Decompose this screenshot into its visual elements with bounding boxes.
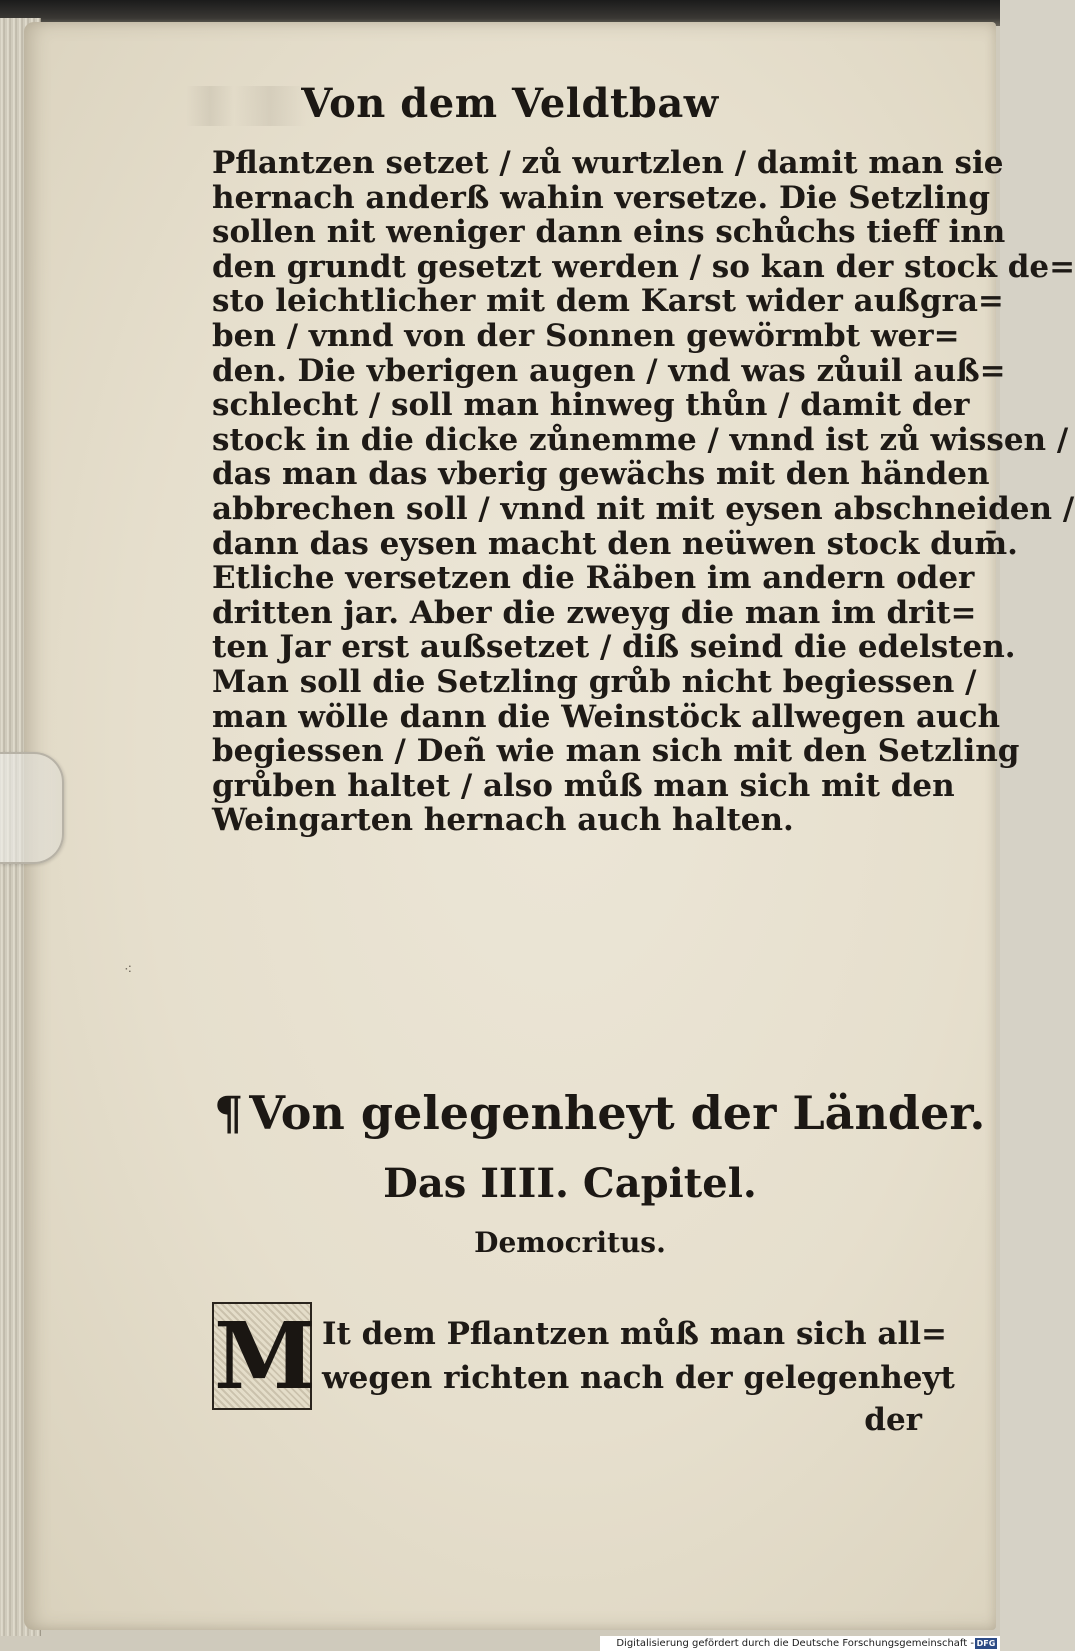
margin-mark: ⁖ [124,962,133,978]
text-line: Weingarten hernach auch halten. [212,802,794,839]
text-line: den grundt gesetzt werden / so kan der stock de= [212,248,1075,285]
text-line: schlecht / soll man hinweg thůn / damit der [212,387,970,424]
digitization-credit: Digitalisierung gefördert durch die Deutsche Forschungsgemeinschaft - [600,1636,1000,1651]
text-line: abbrechen soll / vnnd nit mit eysen abschneiden / [212,490,1075,527]
text-line: den. Die vberigen augen / vnd was zůuil auß= [212,352,1006,389]
running-header: Von dem Veldtbaw [301,80,719,127]
body-text [212,145,1075,839]
text-line: man wölle dann die Weinstöck allwegen auch [212,698,1000,735]
text-line: das man das vberig gewächs mit den händen [212,456,990,493]
text-line: stock in die dicke zůnemme / vnnd ist zů wissen / [212,421,1069,458]
chapter-number: Das IIII. Capitel. [383,1160,757,1207]
bookmark-clip [0,752,64,864]
text-line: sto leichtlicher mit dem Karst wider außgra= [212,283,1004,320]
chapter-title [214,1086,986,1140]
text-line: grůben haltet / also můß man sich mit den [212,767,955,804]
text-line: hernach anderß wahin versetze. Die Setzling [212,179,990,216]
text-line: dritten jar. Aber die zweyg die man im drit= [212,594,977,631]
text-line: begiessen / Deñ wie man sich mit den Setzling [212,733,1020,770]
text-line: Etliche versetzen die Räben im andern oder [212,560,975,597]
dfg-logo: DFG [976,1639,996,1648]
text-line: sollen nit weniger dann eins schůchs tieff inn [212,214,1006,251]
pilcrow-icon: ¶ [214,1086,244,1140]
author-attribution: Democritus. [474,1226,666,1259]
text-line: wegen richten nach der gelegenheyt [322,1360,955,1396]
text-line: Man soll die Setzling grůb nicht begiessen / [212,663,977,700]
text-line: dann das eysen macht den neüwen stock dum̄. [212,525,1018,562]
catchword: der [864,1402,922,1438]
text-line: ben / vnnd von der Sonnen gewörmbt wer= [212,317,960,354]
drop-cap-initial: M [214,1302,316,1410]
text-line: Pflantzen setzet / zů wurtzlen / damit man sie [212,145,1004,181]
text-line: ten Jar erst außsetzet / diß seind die edelsten. [212,629,1016,666]
opening-paragraph [322,1312,955,1400]
text-line: It dem Pflantzen můß man sich all= [322,1316,948,1352]
chapter-title-text: Von gelegenheyt der Länder. [249,1086,986,1140]
